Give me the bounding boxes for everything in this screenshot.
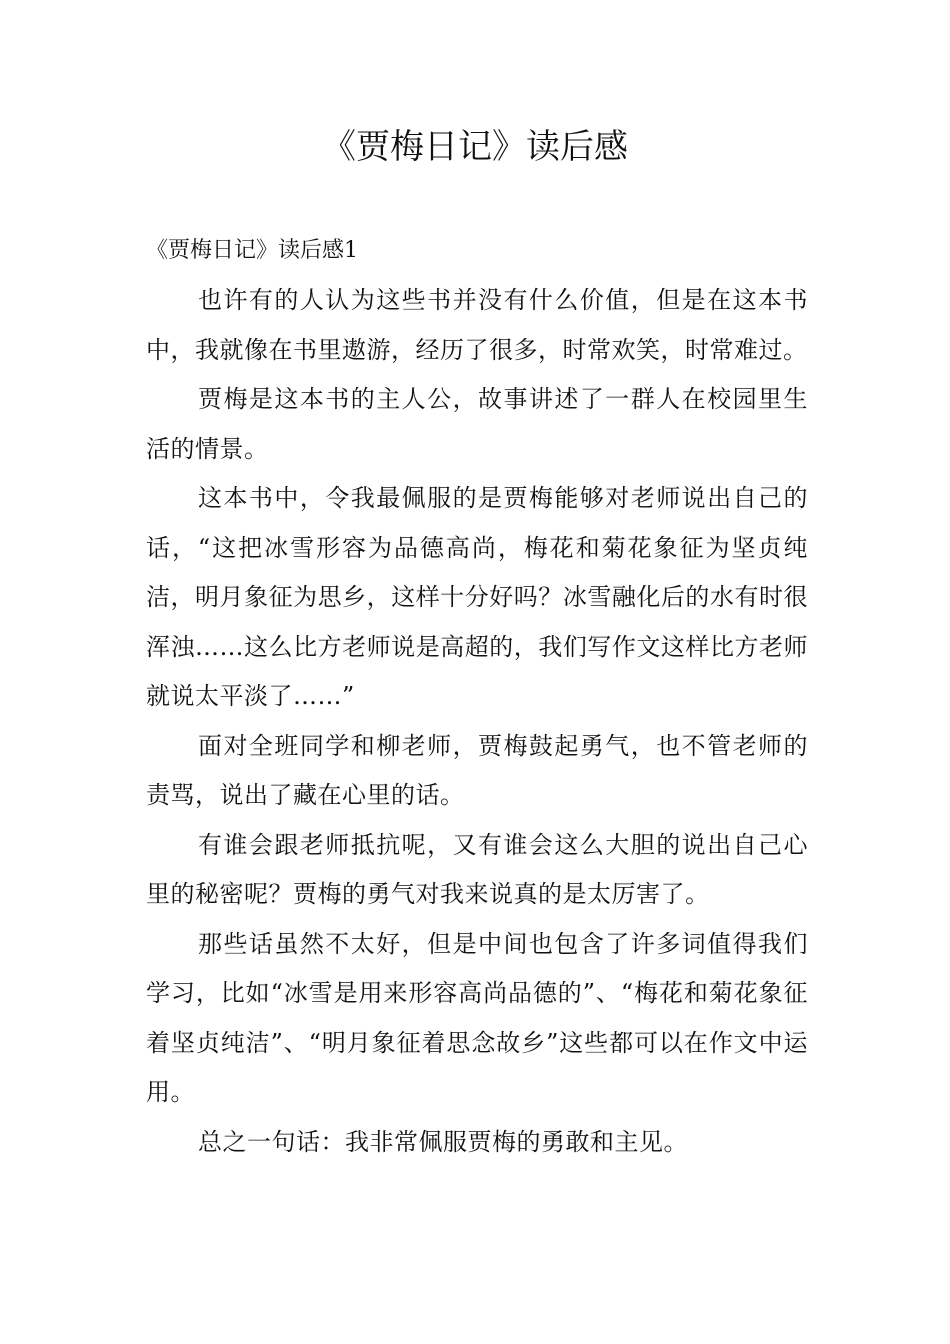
paragraph-6: 那些话虽然不太好，但是中间也包含了许多词值得我们学习，比如“冰雪是用来形容高尚品德的”、“梅花和菊花象征着坚贞纯洁”、“明月象征着思念故乡”这些都可以在作文中运用。	[146, 929, 808, 1106]
paragraph-4: 面对全班同学和柳老师，贾梅鼓起勇气，也不管老师的责骂，说出了藏在心里的话。	[146, 731, 808, 809]
paragraph-3: 这本书中，令我最佩服的是贾梅能够对老师说出自己的话，“这把冰雪形容为品德高尚，梅花和菊花象征为坚贞纯洁，明月象征为思乡，这样十分好吗？冰雪融化后的水有时很浑浊……这么比方老师说是高超的，我们写作文这样比方老师就说太平淡了……”	[146, 484, 808, 710]
document-title: 《贾梅日记》读后感	[322, 127, 628, 167]
paragraph-7: 总之一句话：我非常佩服贾梅的勇敢和主见。	[198, 1127, 688, 1156]
paragraph-5: 有谁会跟老师抵抗呢，又有谁会这么大胆的说出自己心里的秘密呢？贾梅的勇气对我来说真的是太厉害了。	[146, 830, 808, 908]
document-body	[146, 226, 808, 1167]
paragraph-1: 也许有的人认为这些书并没有什么价值，但是在这本书中，我就像在书里遨游，经历了很多，时常欢笑，时常难过。	[146, 286, 808, 364]
section-heading: 《贾梅日记》读后感1	[146, 238, 358, 263]
paragraph-2: 贾梅是这本书的主人公，故事讲述了一群人在校园里生活的情景。	[146, 385, 808, 463]
